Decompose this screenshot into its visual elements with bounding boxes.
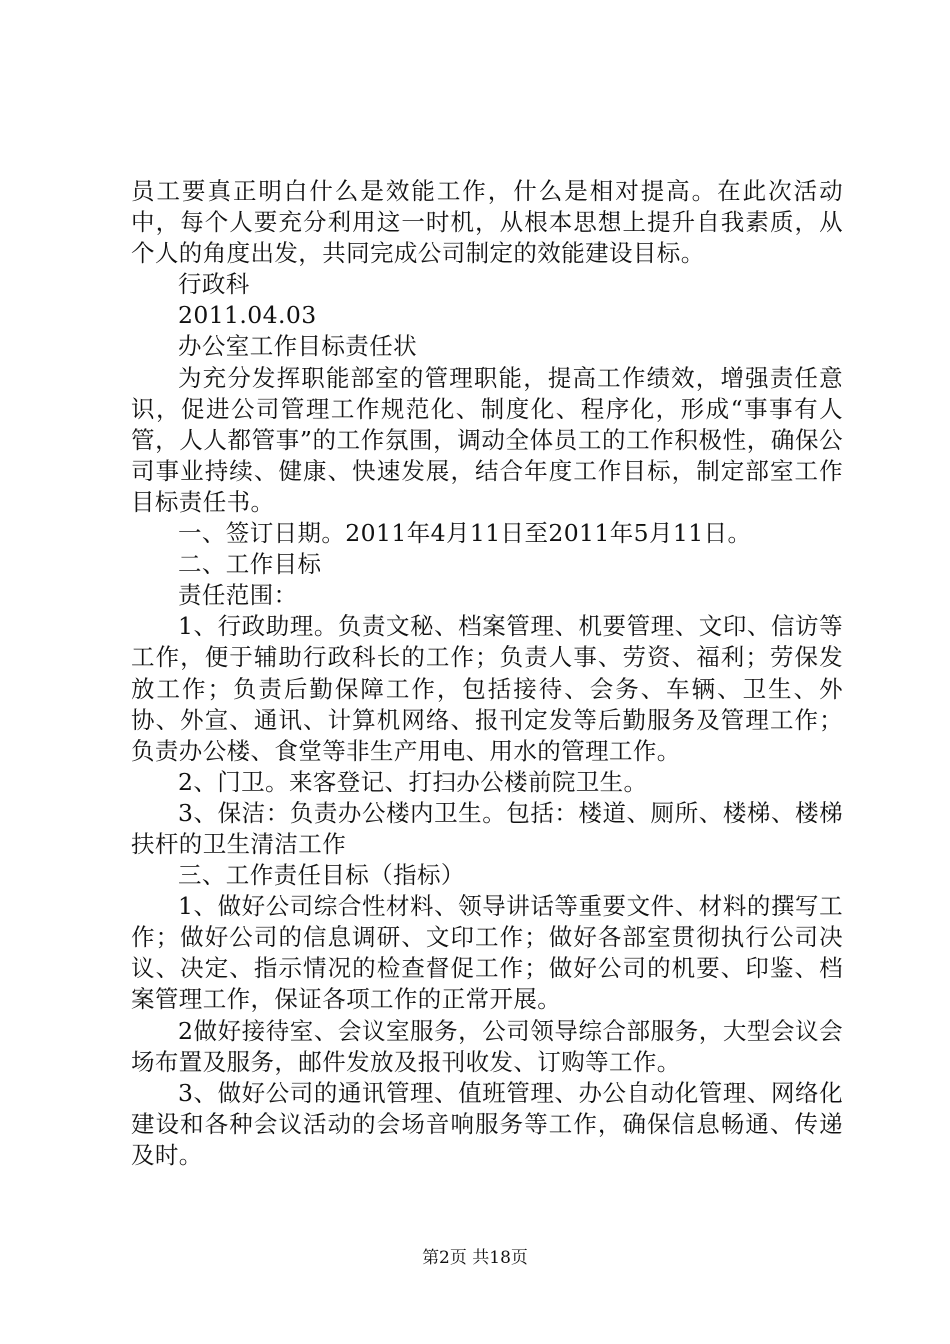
page-footer: 第2页 共18页 — [422, 1248, 528, 1268]
paragraph-15: 3、做好公司的通讯管理、值班管理、办公自动化管理、网络化建设和各种会议活动的会场音响服务等工作，确保信息畅通、传递及时。 — [131, 1078, 843, 1169]
document-body — [131, 176, 843, 1171]
paragraph-6: 一、签订日期。2011年4月11日至2011年5月11日。 — [178, 519, 752, 548]
paragraph-11: 3、保洁：负责办公楼内卫生。包括：楼道、厕所、楼梯、楼梯扶杆的卫生清洁工作 — [131, 798, 843, 858]
paragraph-8: 责任范围： — [178, 581, 298, 610]
paragraph-1: 员工要真正明白什么是效能工作，什么是相对提高。在此次活动中，每个人要充分利用这一时机，从根本思想上提升自我素质，从个人的角度出发，共同完成公司制定的效能建设目标。 — [131, 177, 843, 268]
paragraph-4: 办公室工作目标责任状 — [178, 332, 417, 361]
paragraph-12: 三、工作责任目标（指标） — [178, 861, 465, 890]
paragraph-2: 行政科 — [178, 270, 250, 299]
paragraph-3: 2011.04.03 — [178, 301, 317, 330]
paragraph-7: 二、工作目标 — [178, 550, 322, 579]
paragraph-14: 2做好接待室、会议室服务，公司领导综合部服务，大型会议会场布置及服务，邮件发放及报刊收发、订购等工作。 — [131, 1016, 843, 1076]
paragraph-10: 2、门卫。来客登记、打扫办公楼前院卫生。 — [178, 767, 648, 796]
paragraph-13: 1、做好公司综合性材料、领导讲话等重要文件、材料的撰写工作；做好公司的信息调研、文印工作；做好各部室贯彻执行公司决议、决定、指示情况的检查督促工作；做好公司的机要、印鉴、档案管理工作，保证各项工作的正常开展。 — [131, 892, 843, 1014]
paragraph-9: 1、行政助理。负责文秘、档案管理、机要管理、文印、信访等工作，便于辅助行政科长的工作；负责人事、劳资、福利；劳保发放工作；负责后勤保障工作，包括接待、会务、车辆、卫生、外协、外宣、通讯、计算机网络、报刊定发等后勤服务及管理工作；负责办公楼、食堂等非生产用电、用水的管理工作。 — [131, 612, 843, 765]
paragraph-5: 为充分发挥职能部室的管理职能，提高工作绩效，增强责任意识，促进公司管理工作规范化、制度化、程序化，形成“事事有人管，人人都管事”的工作氛围，调动全体员工的工作积极性，确保公司事业持续、健康、快速发展，结合年度工作目标，制定部室工作目标责任书。 — [131, 363, 843, 516]
